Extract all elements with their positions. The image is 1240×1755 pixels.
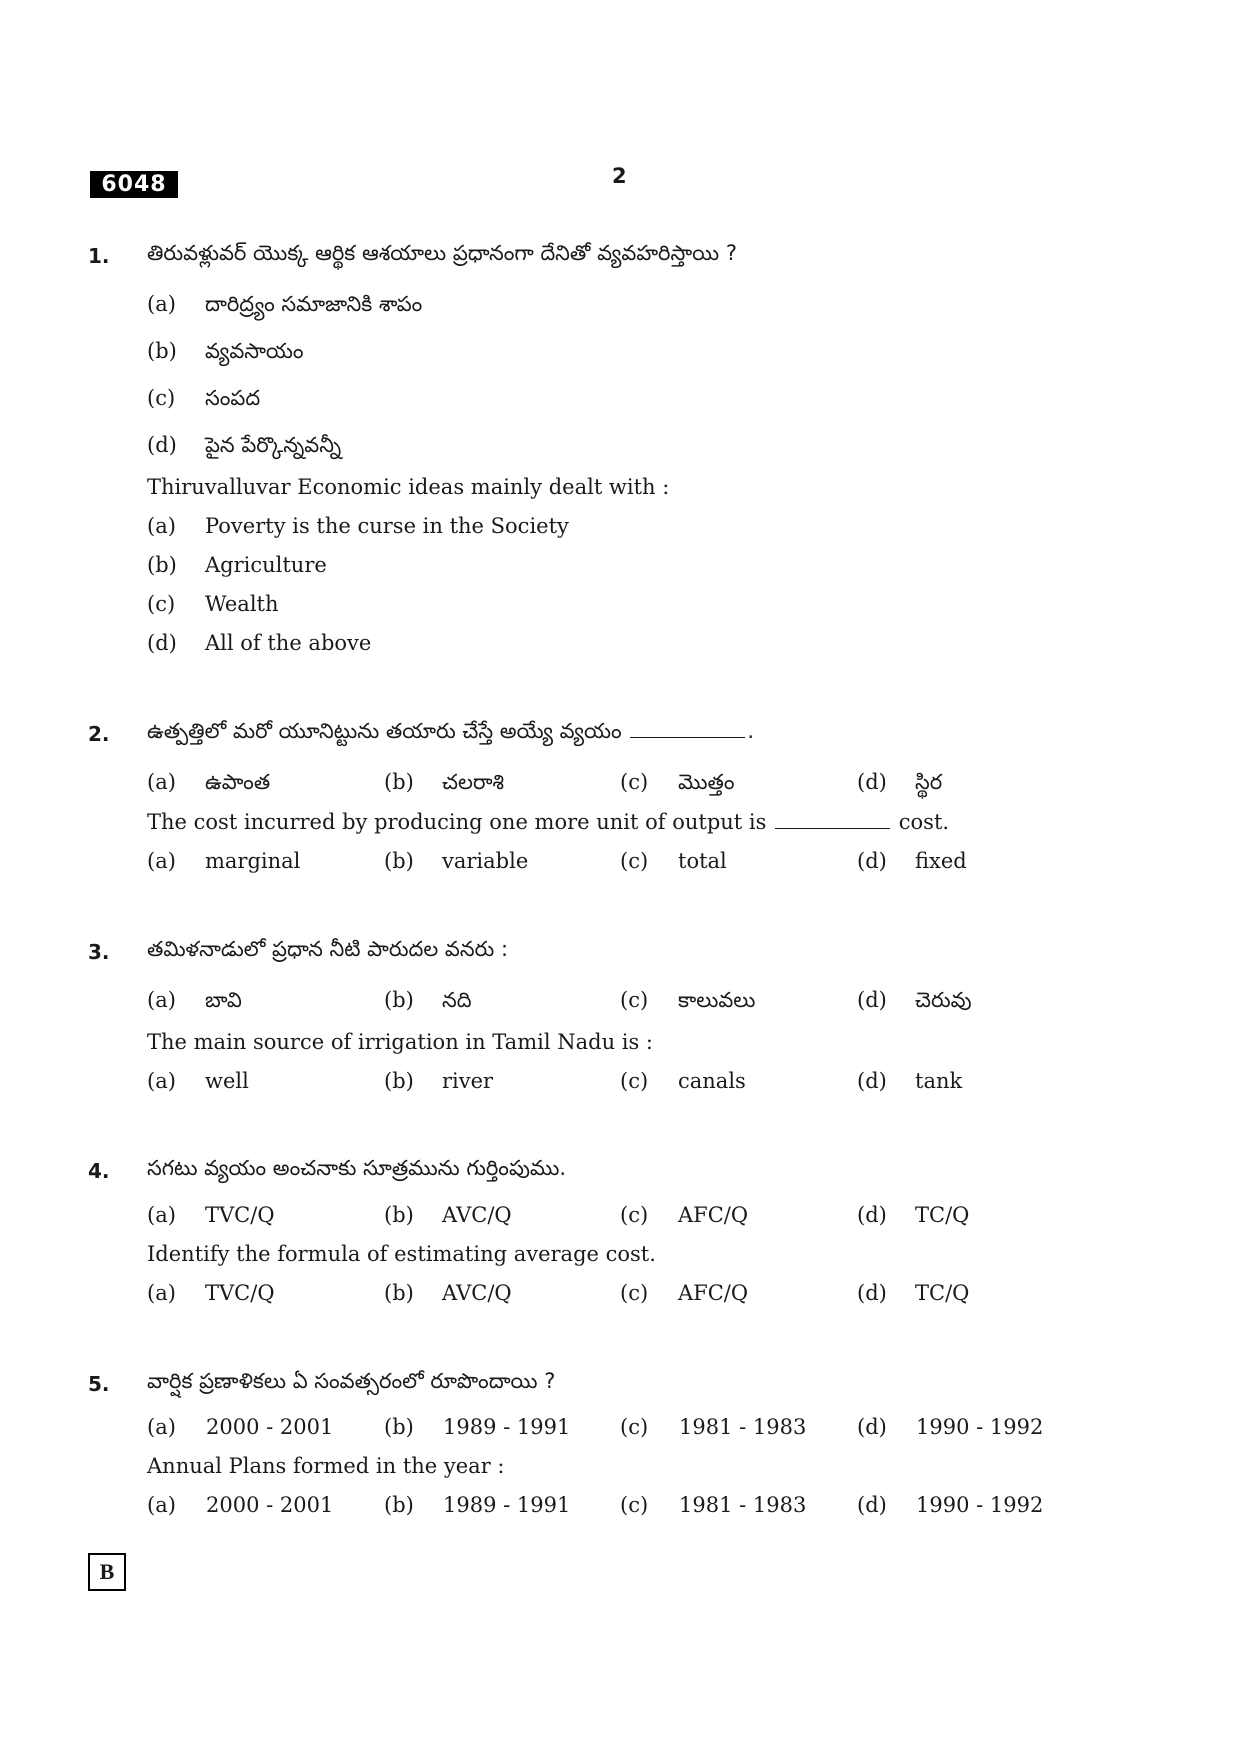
option-text-english: variable xyxy=(442,849,529,873)
option-letter: (c) xyxy=(147,592,176,616)
option-letter: (a) xyxy=(147,1493,176,1517)
page-number: 2 xyxy=(612,164,627,188)
question-text-english: Thiruvalluvar Economic ideas mainly dealt with : xyxy=(147,475,670,499)
question-text-english-part2: cost. xyxy=(898,810,950,834)
option-text-english: TVC/Q xyxy=(205,1281,275,1305)
option-letter: (a) xyxy=(147,1069,176,1093)
option-text-telugu: AVC/Q xyxy=(442,1203,512,1227)
option-text-telugu: ఉపాంత xyxy=(205,770,271,794)
option-letter: (a) xyxy=(147,849,176,873)
question-number: 3. xyxy=(88,940,110,964)
option-letter: (b) xyxy=(384,988,414,1012)
option-letter: (d) xyxy=(147,433,177,457)
option-text-telugu: TC/Q xyxy=(915,1203,970,1227)
option-letter: (d) xyxy=(857,1493,887,1517)
option-text-telugu: చలరాశి xyxy=(442,770,505,794)
option-letter: (d) xyxy=(857,1281,887,1305)
question-text-telugu xyxy=(147,719,754,749)
option-letter: (a) xyxy=(147,1281,176,1305)
option-text-english: All of the above xyxy=(205,631,372,655)
option-text-english: 2000 - 2001 xyxy=(206,1493,334,1517)
option-letter: (c) xyxy=(620,1415,649,1439)
option-text-english: AVC/Q xyxy=(442,1281,512,1305)
option-letter: (b) xyxy=(384,770,414,794)
option-text-telugu: దారిద్ర్యం సమాజానికి శాపం xyxy=(205,292,423,316)
option-text-english: river xyxy=(442,1069,494,1093)
option-letter: (a) xyxy=(147,1415,176,1439)
option-letter: (d) xyxy=(857,849,887,873)
option-letter: (d) xyxy=(857,1069,887,1093)
question-number: 5. xyxy=(88,1372,110,1396)
option-text-telugu: 2000 - 2001 xyxy=(206,1415,334,1439)
option-letter: (b) xyxy=(384,849,414,873)
option-letter: (c) xyxy=(620,988,649,1012)
question-number: 2. xyxy=(88,722,110,746)
option-letter: (c) xyxy=(620,1493,649,1517)
option-text-english: fixed xyxy=(915,849,967,873)
question-text-english: Identify the formula of estimating average cost. xyxy=(147,1242,656,1266)
option-letter: (d) xyxy=(857,988,887,1012)
option-text-english: 1990 - 1992 xyxy=(916,1493,1044,1517)
option-letter: (c) xyxy=(620,849,649,873)
option-text-english: well xyxy=(205,1069,249,1093)
option-text-telugu: 1981 - 1983 xyxy=(679,1415,807,1439)
question-text-telugu: తిరువళ్లువర్ యొక్క ఆర్థిక ఆశయాలు ప్రధానంగా దేనితో వ్యవహరిస్తాయి ? xyxy=(147,241,737,265)
option-text-english: 1989 - 1991 xyxy=(443,1493,571,1517)
option-text-telugu: సంపద xyxy=(205,386,261,410)
option-letter: (b) xyxy=(384,1415,414,1439)
option-letter: (b) xyxy=(384,1069,414,1093)
option-letter: (b) xyxy=(147,553,177,577)
question-text-english: Annual Plans formed in the year : xyxy=(147,1454,505,1478)
option-letter: (d) xyxy=(857,770,887,794)
option-text-telugu: బావి xyxy=(205,988,242,1012)
option-text-english: canals xyxy=(678,1069,746,1093)
option-text-english: Poverty is the curse in the Society xyxy=(205,514,569,538)
option-text-telugu: AFC/Q xyxy=(678,1203,749,1227)
option-text-telugu: నది xyxy=(442,988,472,1012)
option-letter: (d) xyxy=(147,631,177,655)
option-letter: (c) xyxy=(620,770,649,794)
option-text-english: total xyxy=(678,849,727,873)
option-text-english: tank xyxy=(915,1069,963,1093)
option-letter: (d) xyxy=(857,1415,887,1439)
option-letter: (a) xyxy=(147,1203,176,1227)
option-text-english: TC/Q xyxy=(915,1281,970,1305)
option-text-telugu: స్థిర xyxy=(915,770,943,794)
option-text-telugu: వ్యవసాయం xyxy=(205,339,304,363)
question-text-telugu: సగటు వ్యయం అంచనాకు సూత్రమును గుర్తింపుము. xyxy=(147,1156,567,1180)
option-letter: (a) xyxy=(147,770,176,794)
option-letter: (a) xyxy=(147,514,176,538)
answer-blank xyxy=(630,737,745,738)
option-letter: (a) xyxy=(147,988,176,1012)
paper-code: 6048 xyxy=(90,171,178,198)
option-text-english: marginal xyxy=(205,849,301,873)
option-letter: (c) xyxy=(620,1069,649,1093)
question-text-english xyxy=(147,810,949,834)
option-letter: (c) xyxy=(147,386,176,410)
question-text-telugu-part2: . xyxy=(747,719,754,743)
option-letter: (b) xyxy=(384,1203,414,1227)
question-text-english: The main source of irrigation in Tamil Nadu is : xyxy=(147,1030,654,1054)
option-text-english: Agriculture xyxy=(205,553,327,577)
option-text-telugu: కాలువలు xyxy=(678,988,756,1012)
option-text-english: AFC/Q xyxy=(678,1281,749,1305)
series-code-box: B xyxy=(88,1553,126,1591)
option-letter: (a) xyxy=(147,292,176,316)
option-letter: (b) xyxy=(384,1493,414,1517)
option-text-telugu: మొత్తం xyxy=(678,770,735,794)
question-text-telugu: తమిళనాడులో ప్రధాన నీటి పారుదల వనరు : xyxy=(147,937,509,961)
option-text-english: 1981 - 1983 xyxy=(679,1493,807,1517)
option-letter: (c) xyxy=(620,1203,649,1227)
option-text-telugu: పైన పేర్కొన్నవన్నీ xyxy=(205,433,342,457)
option-letter: (b) xyxy=(147,339,177,363)
option-letter: (c) xyxy=(620,1281,649,1305)
question-number: 4. xyxy=(88,1159,110,1183)
option-letter: (b) xyxy=(384,1281,414,1305)
option-letter: (d) xyxy=(857,1203,887,1227)
question-number: 1. xyxy=(88,244,110,268)
question-text-telugu-part1: ఉత్పత్తిలో మరో యూనిట్టును తయారు చేస్తే అయ్యే వ్యయం xyxy=(147,719,622,743)
question-text-english-part1: The cost incurred by producing one more unit of output is xyxy=(147,810,767,834)
option-text-telugu: 1990 - 1992 xyxy=(916,1415,1044,1439)
option-text-telugu: 1989 - 1991 xyxy=(443,1415,571,1439)
option-text-english: Wealth xyxy=(205,592,279,616)
question-text-telugu: వార్షిక ప్రణాళికలు ఏ సంవత్సరంలో రూపొందాయి ? xyxy=(147,1369,556,1393)
option-text-telugu: చెరువు xyxy=(915,988,972,1012)
answer-blank xyxy=(775,828,890,829)
option-text-telugu: TVC/Q xyxy=(205,1203,275,1227)
